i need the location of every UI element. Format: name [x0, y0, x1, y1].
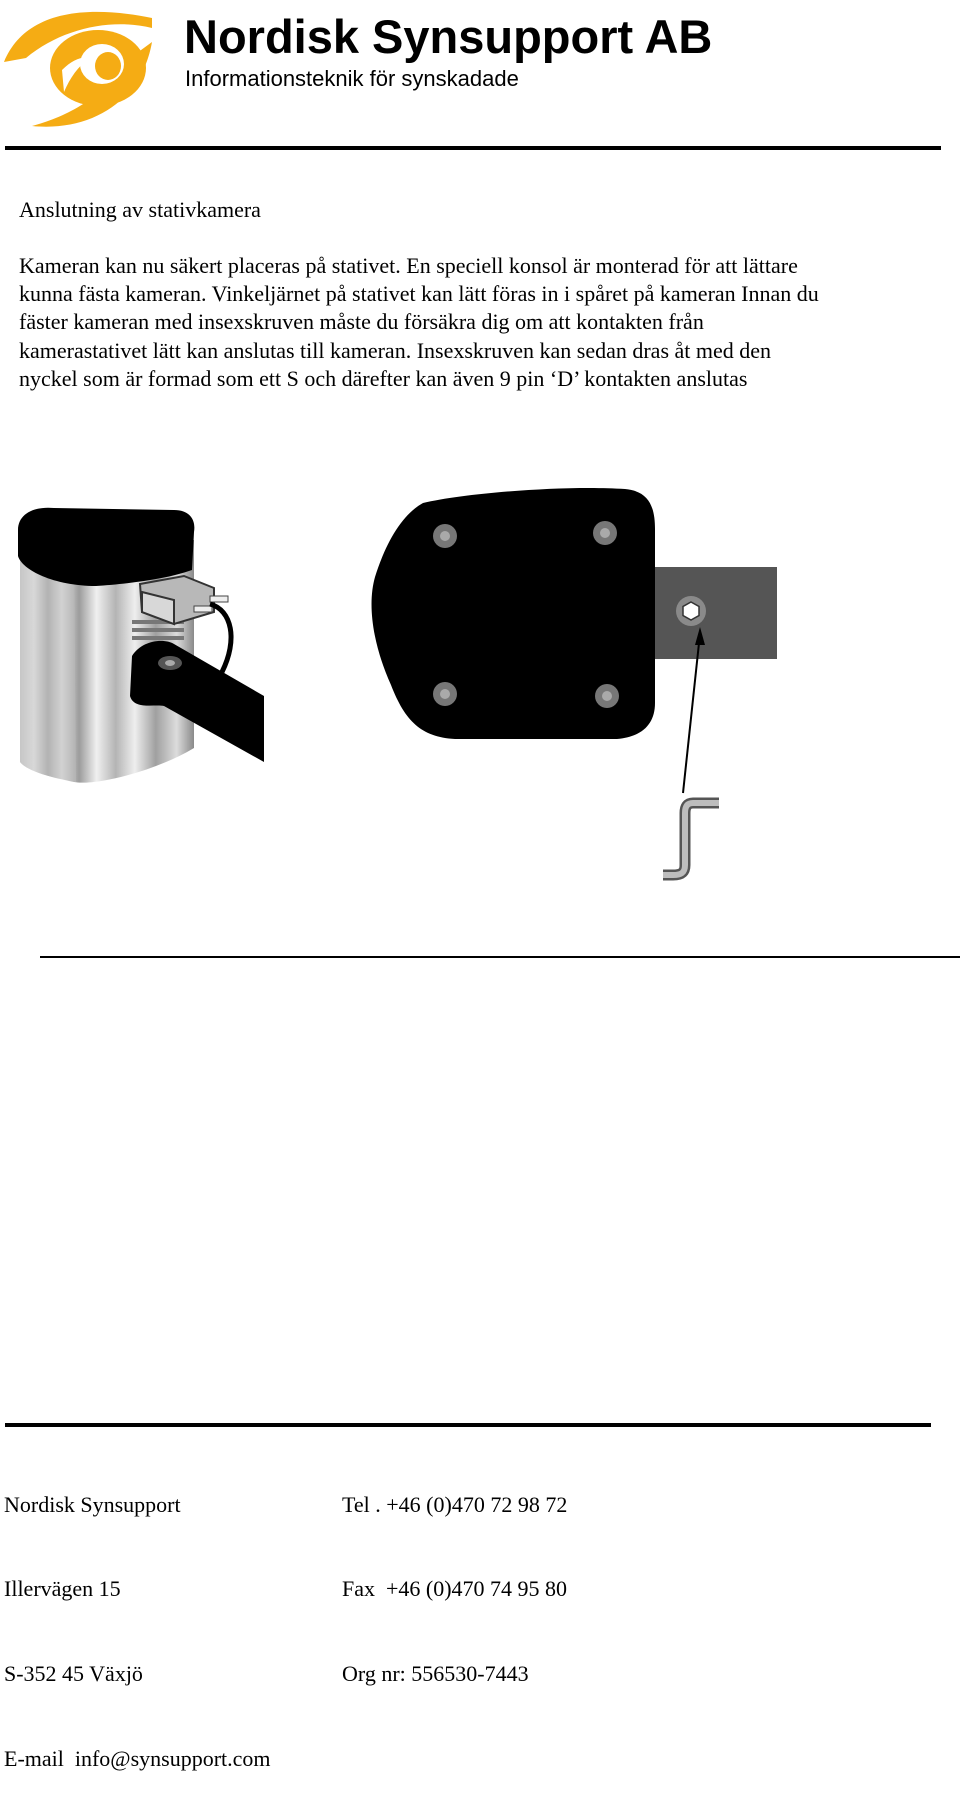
document-title: Anslutning av stativkamera — [19, 197, 261, 222]
footer-divider — [5, 1423, 931, 1427]
footer-fax: Fax +46 (0)470 74 95 80 — [342, 1576, 568, 1602]
body-line: Kameran kan nu säkert placeras på stativet. En speciell konsol är monterad för att lättare — [19, 253, 798, 278]
body-line: nyckel som är formad som ett S och därefter kan även 9 pin ‘D’ kontakten anslutas — [19, 365, 748, 391]
footer-email: E-mail info@synsupport.com — [4, 1746, 271, 1772]
tripod-connector-illustration — [14, 500, 270, 790]
footer-company: Nordisk Synsupport — [4, 1491, 181, 1517]
section-divider — [40, 956, 960, 958]
eye-logo-icon — [2, 0, 154, 132]
camera-mount-illustration — [365, 485, 785, 885]
footer-address — [4, 1434, 271, 1802]
body-line: kunna fästa kameran. Vinkeljärnet på stativet kan lätt föras in i spåret på kameran Innan du — [19, 281, 819, 307]
footer-org-number: Org nr: 556530-7443 — [342, 1661, 529, 1687]
footer-phone: Tel . +46 (0)470 72 98 72 — [342, 1491, 568, 1517]
footer-city: S-352 45 Växjö — [4, 1661, 143, 1687]
body-line: fäster kameran med insexskruven måste du försäkra dig om att kontakten från — [19, 309, 704, 335]
company-name: Nordisk Synsupport AB — [184, 10, 713, 63]
header-divider — [5, 146, 941, 150]
document-body — [19, 252, 949, 393]
footer-street: Illervägen 15 — [4, 1576, 121, 1602]
company-tagline: Informationsteknik för synskadade — [185, 66, 519, 91]
body-line: kamerastativet lätt kan anslutas till kameran. Insexskruven kan sedan dras åt med den — [19, 337, 772, 363]
footer-contact — [342, 1434, 567, 1717]
